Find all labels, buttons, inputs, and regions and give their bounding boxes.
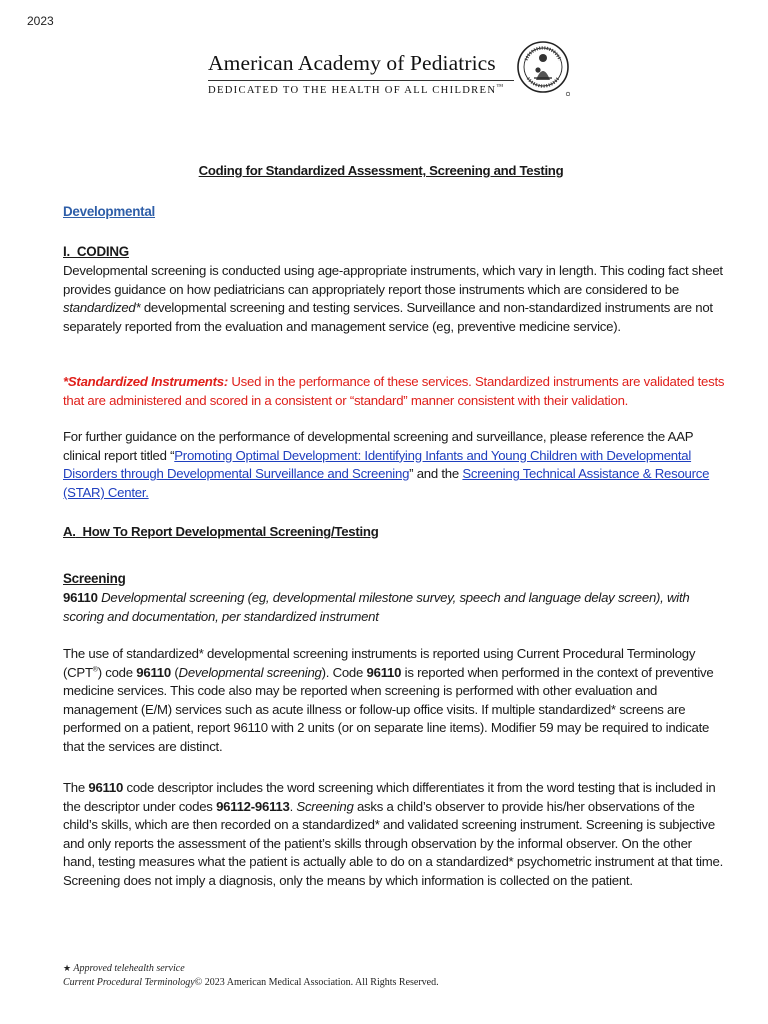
guidance-paragraph: For further guidance on the performance of developmental screening and surveillance, please reference the AAP clinical report titled “Promoting Optimal Development: Identifying Infants and Young Children with Developmental Disorders through Developmental Surveillance and Screening” and the Screening Technical Assistance & Resource (STAR) Center.	[63, 429, 710, 500]
org-name: American Academy of Pediatrics	[208, 51, 496, 75]
screening-heading: Screening	[63, 571, 126, 586]
document-title: Coding for Standardized Assessment, Screening and Testing	[198, 163, 564, 178]
org-tagline: DEDICATED TO THE HEALTH OF ALL CHILDREN™	[208, 82, 505, 96]
star-icon: ★	[63, 963, 72, 973]
trademark-mark: ™	[496, 82, 505, 91]
telehealth-note: ★ Approved telehealth service	[63, 963, 185, 974]
logo-divider	[208, 80, 514, 81]
section-developmental-heading: Developmental	[63, 204, 156, 219]
standardized-instruments-note: *Standardized Instruments: Used in the performance of these services. Standardized instruments are validated tests that are administered and scored in a consistent or “standard” manner consistent with their validation.	[63, 374, 725, 408]
coding-paragraph: Developmental screening is conducted using age-appropriate instruments, which vary in length. This coding fact sheet provides guidance on how pediatricians can appropriately report those instruments which are considered to be standardized* developmental screening and testing services. Surveillance and non-standardized instruments are not separately reported from the evaluation and management service (eg, preventive medicine service).	[63, 263, 723, 334]
code-96110-descriptor: 96110 Developmental screening (eg, developmental milestone survey, speech and language delay screen), with scoring and documentation, per standardized instrument	[63, 590, 690, 624]
aap-seal-icon	[516, 40, 570, 96]
aap-clinical-report-link[interactable]: Promoting Optimal Development: Identifying Infants and Young Children with Developmental Disorders through Developmental Surveillance and Screening	[63, 447, 692, 482]
section-a-heading: A. How To Report Developmental Screening/Testing	[63, 524, 379, 539]
screening-paragraph-1: The use of standardized* developmental screening instruments is reported using Current Procedural Terminology (CPT®) code 96110 (Developmental screening). Code 96110 is reported when performed in the context of preventive medicine services. This code also may be reported when screening is performed with other evaluation and management (E/M) services such as acute illness or follow-up office visits. If multiple standardized* screens are performed on a patient, report 96110 with 2 units (or on separate line items). Modifier 59 may be required to indicate that the services are distinct.	[63, 646, 714, 754]
coding-heading: I. CODING	[63, 244, 129, 259]
footer-notes	[63, 961, 439, 990]
screening-paragraph-2: The 96110 code descriptor includes the word screening which differentiates it from the word testing that is included in the descriptor under codes 96112-96113. Screening asks a child’s observer to provide his/her observations of the child’s skills, which are then recorded on a standardized* and validated screening instrument. Screening is subjective and only reports the assessment of the patient’s skills through observation by the informal observer. On the other hand, testing measures what the patient is actually able to do on a standardized* psychometric instrument at that time. Screening does not imply a diagnosis, only the means by which information is collected on the patient.	[63, 780, 724, 888]
copyright-note: Current Procedural Terminology© 2023 American Medical Association. All Rights Reserved.	[63, 977, 439, 988]
document-year: 2023	[27, 14, 54, 28]
aap-logo	[206, 42, 574, 102]
star-center-link[interactable]: Screening Technical Assistance & Resource (STAR) Center.	[63, 466, 710, 500]
